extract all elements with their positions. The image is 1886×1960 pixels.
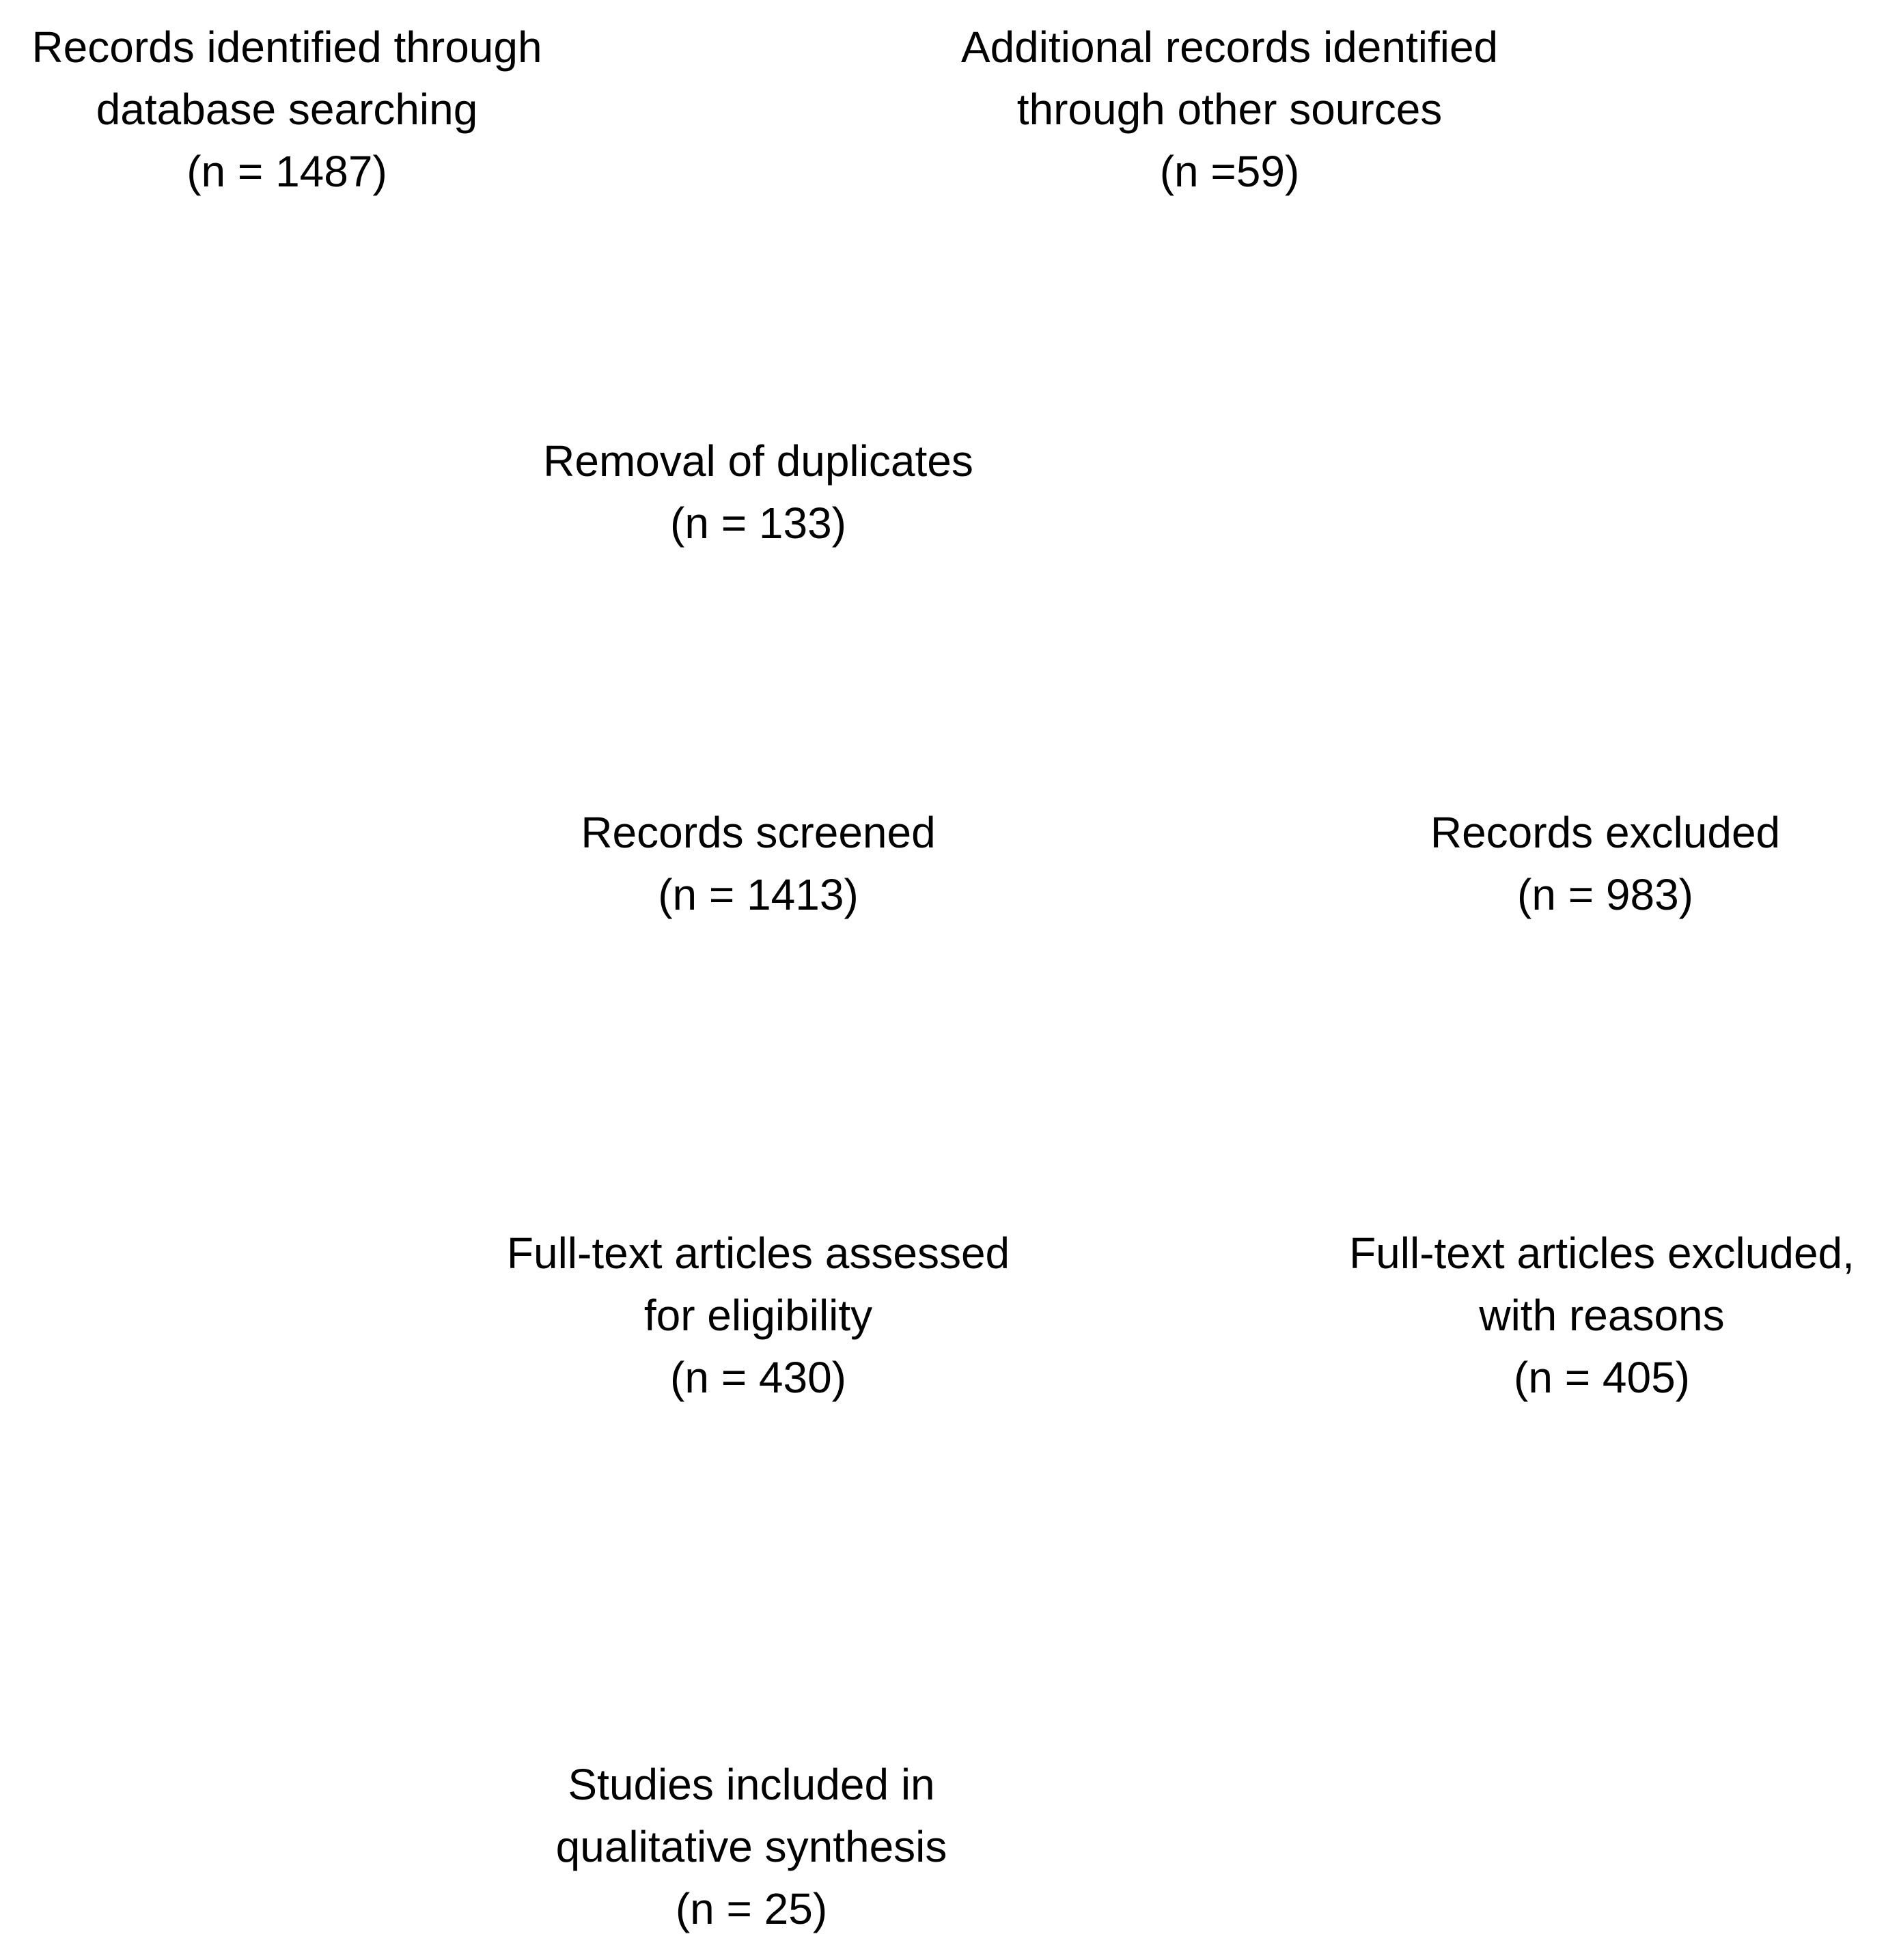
node-records-excluded <box>1332 802 1878 926</box>
node-label-line: database searching <box>96 85 478 134</box>
node-count: (n = 133) <box>670 499 846 548</box>
node-studies-included <box>478 1754 1025 1940</box>
node-count: (n = 983) <box>1517 870 1693 919</box>
node-count: (n =59) <box>1159 147 1300 196</box>
node-count: (n = 1487) <box>186 147 387 196</box>
node-label-line: Studies included in <box>568 1760 935 1809</box>
node-fulltext-assessed <box>451 1222 1066 1409</box>
node-label-line: Records excluded <box>1430 808 1781 857</box>
node-records-identified-database <box>7 16 567 203</box>
node-label-line: qualitative synthesis <box>555 1822 947 1871</box>
node-count: (n = 430) <box>670 1353 846 1402</box>
node-count: (n = 1413) <box>658 870 859 919</box>
node-label-line: for eligibility <box>643 1291 873 1340</box>
node-additional-records-other-sources <box>909 16 1551 203</box>
node-count: (n = 405) <box>1514 1353 1690 1402</box>
node-label-line: Additional records identified <box>960 23 1499 72</box>
node-fulltext-excluded <box>1318 1222 1885 1409</box>
node-removal-of-duplicates <box>478 430 1038 555</box>
node-count: (n = 25) <box>675 1884 828 1933</box>
node-label-line: Records screened <box>581 808 936 857</box>
node-records-screened <box>478 802 1038 926</box>
node-label-line: through other sources <box>1016 85 1443 134</box>
node-label-line: Full-text articles excluded, <box>1349 1229 1855 1278</box>
node-label-line: Full-text articles assessed <box>506 1229 1010 1278</box>
node-label-line: Records identified through <box>31 23 542 72</box>
node-label-line: with reasons <box>1479 1291 1725 1340</box>
node-label-line: Removal of duplicates <box>543 436 973 486</box>
